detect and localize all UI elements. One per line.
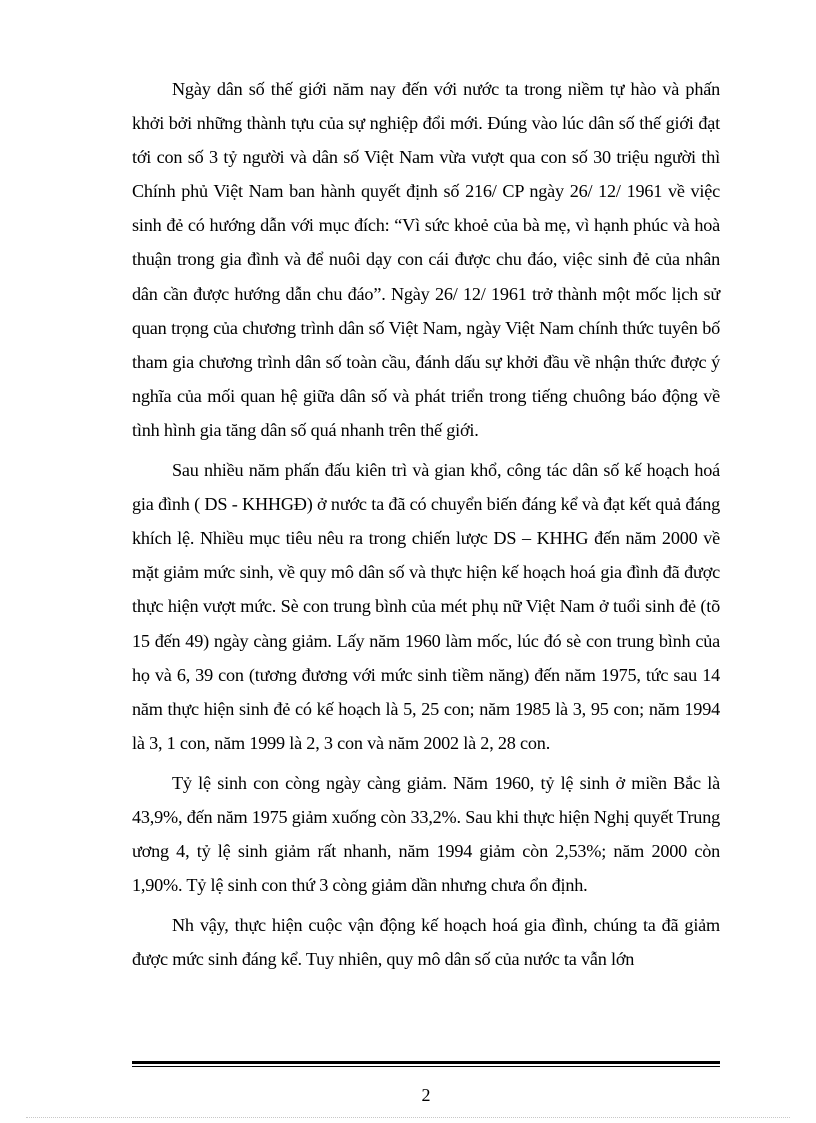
paragraph-4: Nh vậy, thực hiện cuộc vận động kế hoạch hoá gia đình, chúng ta đã giảm được mức sinh đáng kể. Tuy nhiên, quy mô dân số của nước ta vẫn lớn xyxy=(132,915,720,970)
paragraph-2: Sau nhiều năm phấn đấu kiên trì và gian khổ, công tác dân số kế hoạch hoá gia đình ( DS - KHHGĐ) ở nước ta đã có chuyển biến đáng kể và đạt kết quả đáng khích lệ. Nhiều mục tiêu nêu ra trong chiến lược DS – KHHG đến năm 2000 về mặt giảm mức sinh, về quy mô dân số và thực hiện kế hoạch hoá gia đình đã được thực hiện vượt mức. Sè con trung bình của mét phụ nữ Việt Nam ở tuổi sinh đẻ (tõ 15 đến 49) ngày càng giảm. Lấy năm 1960 làm mốc, lúc đó sè con trung bình của họ và 6, 39 con (tương đương với mức sinh tiềm năng) đến năm 1975, tức sau 14 năm thực hiện sinh đẻ có kế hoạch là 5, 25 con; năm 1985 là 3, 95 con; năm 1994 là 3, 1 con, năm 1999 là 2, 3 con và năm 2002 là 2, 28 con. xyxy=(132,460,720,753)
body-text xyxy=(132,72,720,982)
page-number: 2 xyxy=(421,1085,431,1105)
paragraph-3: Tỷ lệ sinh con còng ngày càng giảm. Năm 1960, tỷ lệ sinh ở miền Bắc là 43,9%, đến năm 1975 giảm xuống còn 33,2%. Sau khi thực hiện Nghị quyết Trung ương 4, tỷ lệ sinh giảm rất nhanh, năm 1994 giảm còn 2,53%; năm 2000 còn 1,90%. Tỷ lệ sinh con thứ 3 còng giảm dần nhưng chưa ổn định. xyxy=(132,772,720,896)
page-bottom-dotted-border xyxy=(26,1117,790,1118)
footer-rule-thin xyxy=(132,1066,720,1067)
paragraph-1: Ngày dân số thế giới năm nay đến với nước ta trong niềm tự hào và phấn khởi bởi những thành tựu của sự nghiệp đổi mới. Đúng vào lúc dân số thế giới đạt tới con số 3 tỷ người và dân số Việt Nam vừa vượt qua con số 30 triệu người thì Chính phủ Việt Nam ban hành quyết định số 216/ CP ngày 26/ 12/ 1961 về việc sinh đẻ có hướng dẫn với mục đích: “Vì sức khoẻ của bà mẹ, vì hạnh phúc và hoà thuận trong gia đình và để nuôi dạy con cái được chu đáo, việc sinh đẻ của nhân dân cần được hướng dẫn chu đáo”. Ngày 26/ 12/ 1961 trở thành một mốc lịch sử quan trọng của chương trình dân số Việt Nam, ngày Việt Nam chính thức tuyên bố tham gia chương trình dân số toàn cầu, đánh dấu sự khởi đầu về nhận thức được ý nghĩa của mối quan hệ giữa dân số và phát triển trong tiếng chuông báo động về tình hình gia tăng dân số quá nhanh trên thế giới. xyxy=(132,79,720,440)
footer-rule-thick xyxy=(132,1061,720,1064)
